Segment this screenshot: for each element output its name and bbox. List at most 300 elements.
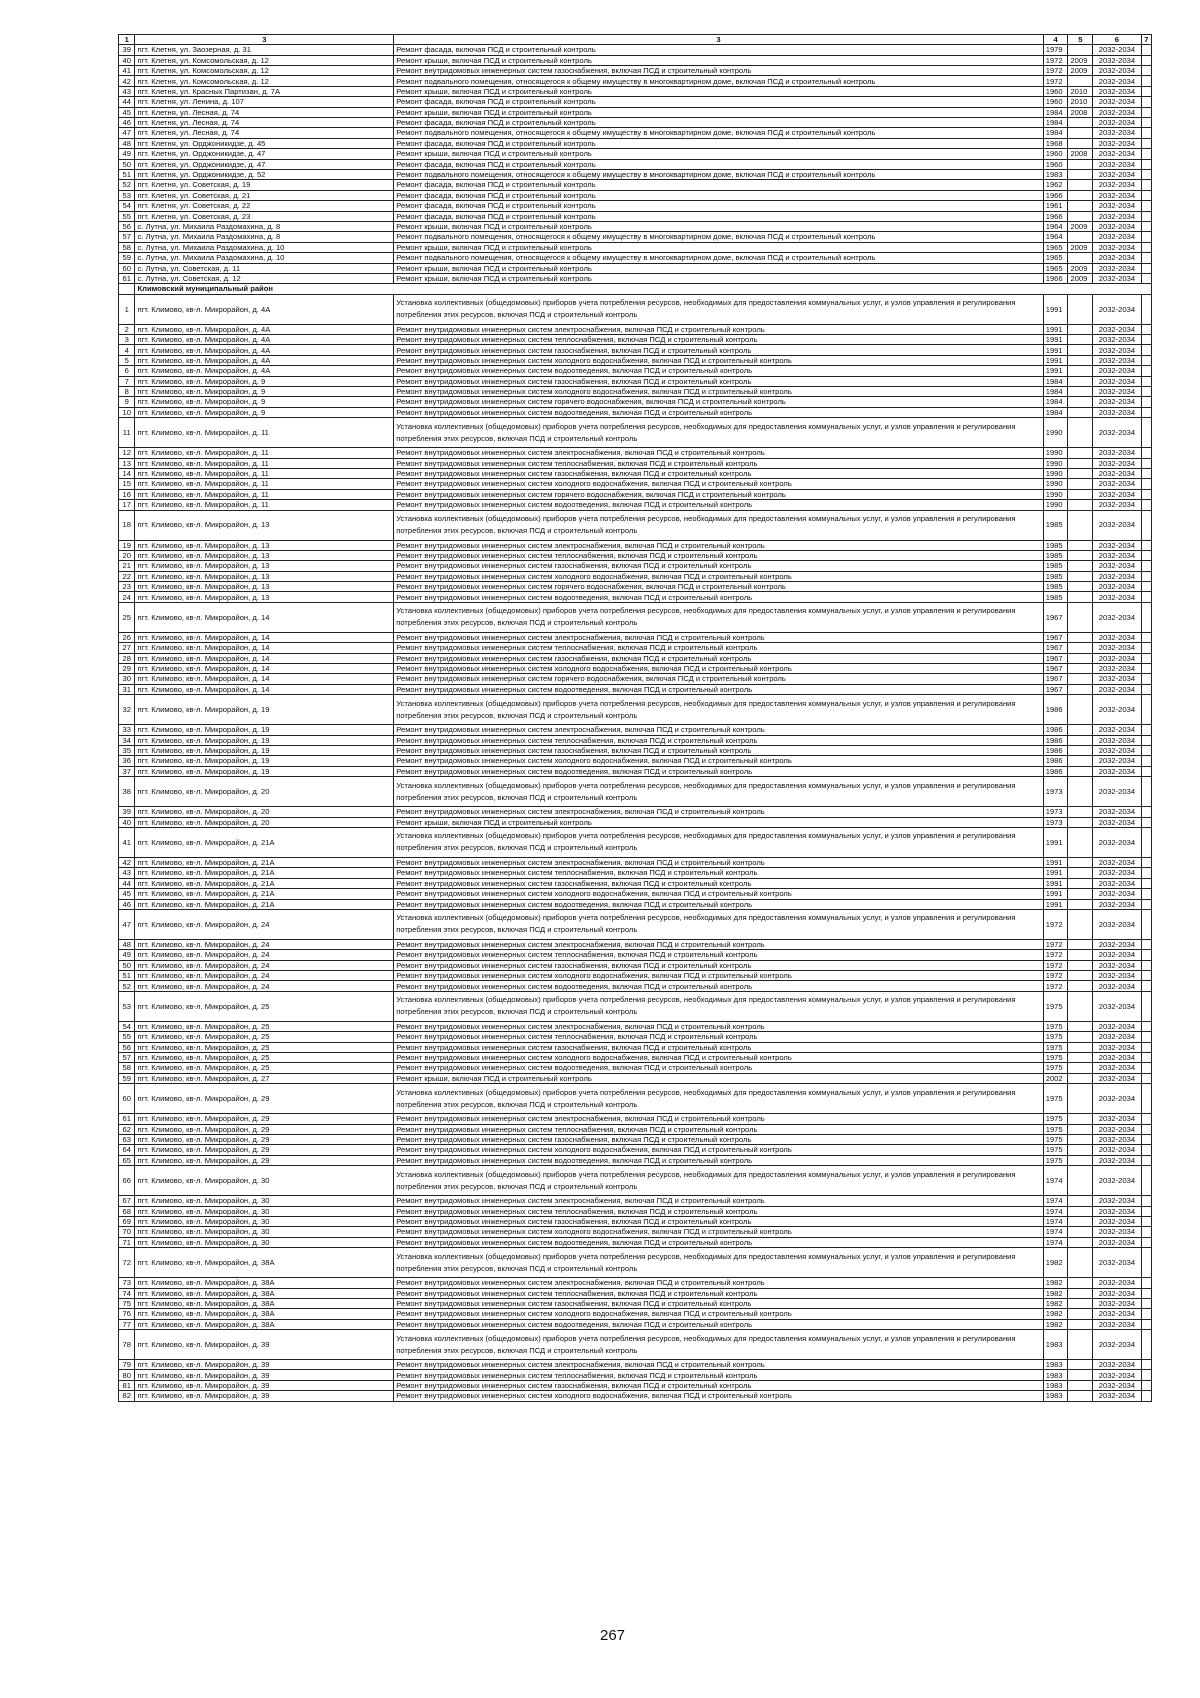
address-cell: пгт. Климово, кв-л. Микрорайон, д. 14 bbox=[135, 674, 394, 684]
address-cell: пгт. Климово, кв-л. Микрорайон, д. 38А bbox=[135, 1248, 394, 1278]
work-type-cell: Ремонт внутридомовых инженерных систем водоотведения, включая ПСД и строительный контроль bbox=[394, 500, 1043, 510]
work-type-cell: Ремонт внутридомовых инженерных систем электроснабжения, включая ПСД и строительный контроль bbox=[394, 725, 1043, 735]
table-row bbox=[119, 273, 1152, 283]
year-built-cell: 1991 bbox=[1043, 345, 1068, 355]
address-cell: пгт. Климово, кв-л. Микрорайон, д. 30 bbox=[135, 1206, 394, 1216]
year-repaired-cell bbox=[1068, 1278, 1093, 1288]
year-repaired-cell bbox=[1068, 817, 1093, 827]
address-cell: пгт. Клетня, ул. Орджоникидзе, д. 47 bbox=[135, 149, 394, 159]
row-number-cell: 38 bbox=[119, 777, 135, 807]
planned-period-cell: 2032-2034 bbox=[1093, 857, 1141, 867]
work-type-cell: Ремонт внутридомовых инженерных систем водоотведения, включая ПСД и строительный контроль bbox=[394, 1155, 1043, 1165]
planned-period-cell: 2032-2034 bbox=[1093, 766, 1141, 776]
table-row bbox=[119, 777, 1152, 807]
extra-cell bbox=[1141, 1145, 1151, 1155]
extra-cell bbox=[1141, 725, 1151, 735]
year-built-cell: 1986 bbox=[1043, 735, 1068, 745]
address-cell: пгт. Климово, кв-л. Микрорайон, д. 30 bbox=[135, 1166, 394, 1196]
year-repaired-cell: 2009 bbox=[1068, 242, 1093, 252]
row-number-cell: 19 bbox=[119, 540, 135, 550]
address-cell: пгт. Климово, кв-л. Микрорайон, д. 19 bbox=[135, 725, 394, 735]
work-type-cell: Ремонт внутридомовых инженерных систем теплоснабжения, включая ПСД и строительный контроль bbox=[394, 335, 1043, 345]
year-built-cell: 1982 bbox=[1043, 1288, 1068, 1298]
extra-cell bbox=[1141, 355, 1151, 365]
year-built-cell: 1990 bbox=[1043, 489, 1068, 499]
planned-period-cell: 2032-2034 bbox=[1093, 128, 1141, 138]
address-cell: пгт. Клетня, ул. Лесная, д. 74 bbox=[135, 107, 394, 117]
table-row bbox=[119, 582, 1152, 592]
extra-cell bbox=[1141, 149, 1151, 159]
planned-period-cell: 2032-2034 bbox=[1093, 643, 1141, 653]
work-type-cell: Ремонт фасада, включая ПСД и строительный контроль bbox=[394, 118, 1043, 128]
row-number-cell: 53 bbox=[119, 190, 135, 200]
row-number-cell: 3 bbox=[119, 335, 135, 345]
planned-period-cell: 2032-2034 bbox=[1093, 253, 1141, 263]
year-repaired-cell bbox=[1068, 128, 1093, 138]
address-cell: пгт. Клетня, ул. Орджоникидзе, д. 47 bbox=[135, 159, 394, 169]
year-repaired-cell bbox=[1068, 253, 1093, 263]
table-row bbox=[119, 1124, 1152, 1134]
planned-period-cell: 2032-2034 bbox=[1093, 159, 1141, 169]
table-row bbox=[119, 1134, 1152, 1144]
year-repaired-cell bbox=[1068, 1391, 1093, 1401]
work-type-cell: Ремонт внутридомовых инженерных систем газоснабжения, включая ПСД и строительный контроль bbox=[394, 653, 1043, 663]
planned-period-cell: 2032-2034 bbox=[1093, 632, 1141, 642]
planned-period-cell: 2032-2034 bbox=[1093, 107, 1141, 117]
table-row bbox=[119, 1237, 1152, 1247]
extra-cell bbox=[1141, 324, 1151, 334]
year-repaired-cell bbox=[1068, 418, 1093, 448]
year-built-cell: 1975 bbox=[1043, 991, 1068, 1021]
section-spacer bbox=[119, 284, 135, 294]
row-number-cell: 13 bbox=[119, 458, 135, 468]
address-cell: с. Лутна, ул. Советская, д. 11 bbox=[135, 263, 394, 273]
address-cell: пгт. Клетня, ул. Комсомольская, д. 12 bbox=[135, 55, 394, 65]
address-cell: пгт. Климово, кв-л. Микрорайон, д. 21А bbox=[135, 899, 394, 909]
year-built-cell: 1975 bbox=[1043, 1134, 1068, 1144]
address-cell: пгт. Климово, кв-л. Микрорайон, д. 39 bbox=[135, 1360, 394, 1370]
row-number-cell: 68 bbox=[119, 1206, 135, 1216]
year-repaired-cell bbox=[1068, 294, 1093, 324]
row-number-cell: 41 bbox=[119, 827, 135, 857]
year-repaired-cell bbox=[1068, 1155, 1093, 1165]
work-type-cell: Ремонт подвального помещения, относящегося к общему имуществу в многоквартирном доме, включая ПСД и строительный контроль bbox=[394, 253, 1043, 263]
year-repaired-cell bbox=[1068, 1084, 1093, 1114]
table-row bbox=[119, 807, 1152, 817]
year-built-cell: 1975 bbox=[1043, 1124, 1068, 1134]
table-row bbox=[119, 366, 1152, 376]
year-built-cell: 1975 bbox=[1043, 1032, 1068, 1042]
extra-cell bbox=[1141, 366, 1151, 376]
address-cell: с. Лутна, ул. Михаила Раздомахина, д. 8 bbox=[135, 232, 394, 242]
address-cell: пгт. Климово, кв-л. Микрорайон, д. 29 bbox=[135, 1134, 394, 1144]
row-number-cell: 26 bbox=[119, 632, 135, 642]
row-number-cell: 15 bbox=[119, 479, 135, 489]
extra-cell bbox=[1141, 602, 1151, 632]
address-cell: пгт. Климово, кв-л. Микрорайон, д. 14 bbox=[135, 684, 394, 694]
work-type-cell: Ремонт внутридомовых инженерных систем теплоснабжения, включая ПСД и строительный контроль bbox=[394, 868, 1043, 878]
address-cell: пгт. Климово, кв-л. Микрорайон, д. 19 bbox=[135, 766, 394, 776]
planned-period-cell: 2032-2034 bbox=[1093, 1216, 1141, 1226]
work-type-cell: Ремонт внутридомовых инженерных систем электроснабжения, включая ПСД и строительный контроль bbox=[394, 939, 1043, 949]
row-number-cell: 22 bbox=[119, 571, 135, 581]
year-repaired-cell bbox=[1068, 1145, 1093, 1155]
row-number-cell: 82 bbox=[119, 1391, 135, 1401]
work-type-cell: Ремонт внутридомовых инженерных систем электроснабжения, включая ПСД и строительный контроль bbox=[394, 1278, 1043, 1288]
year-built-cell: 1983 bbox=[1043, 1360, 1068, 1370]
work-type-cell: Ремонт подвального помещения, относящегося к общему имуществу в многоквартирном доме, включая ПСД и строительный контроль bbox=[394, 169, 1043, 179]
table-row bbox=[119, 592, 1152, 602]
table-row bbox=[119, 335, 1152, 345]
planned-period-cell: 2032-2034 bbox=[1093, 1063, 1141, 1073]
address-cell: пгт. Климово, кв-л. Микрорайон, д. 4А bbox=[135, 294, 394, 324]
extra-cell bbox=[1141, 253, 1151, 263]
row-number-cell: 60 bbox=[119, 1084, 135, 1114]
table-row bbox=[119, 232, 1152, 242]
extra-cell bbox=[1141, 643, 1151, 653]
year-repaired-cell bbox=[1068, 387, 1093, 397]
row-number-cell: 56 bbox=[119, 1042, 135, 1052]
planned-period-cell: 2032-2034 bbox=[1093, 1330, 1141, 1360]
row-number-cell: 76 bbox=[119, 1309, 135, 1319]
work-type-cell: Ремонт внутридомовых инженерных систем теплоснабжения, включая ПСД и строительный контроль bbox=[394, 1032, 1043, 1042]
row-number-cell: 28 bbox=[119, 653, 135, 663]
table-row bbox=[119, 756, 1152, 766]
year-repaired-cell bbox=[1068, 592, 1093, 602]
table-row bbox=[119, 868, 1152, 878]
row-number-cell: 74 bbox=[119, 1288, 135, 1298]
table-row bbox=[119, 253, 1152, 263]
year-built-cell: 2002 bbox=[1043, 1073, 1068, 1083]
year-repaired-cell: 2010 bbox=[1068, 86, 1093, 96]
planned-period-cell: 2032-2034 bbox=[1093, 592, 1141, 602]
table-row bbox=[119, 221, 1152, 231]
planned-period-cell: 2032-2034 bbox=[1093, 221, 1141, 231]
year-repaired-cell bbox=[1068, 211, 1093, 221]
row-number-cell: 30 bbox=[119, 674, 135, 684]
row-number-cell: 27 bbox=[119, 643, 135, 653]
table-row bbox=[119, 76, 1152, 86]
table-row bbox=[119, 86, 1152, 96]
planned-period-cell: 2032-2034 bbox=[1093, 899, 1141, 909]
row-number-cell: 42 bbox=[119, 76, 135, 86]
extra-cell bbox=[1141, 201, 1151, 211]
extra-cell bbox=[1141, 118, 1151, 128]
year-built-cell: 1984 bbox=[1043, 407, 1068, 417]
work-type-cell: Ремонт внутридомовых инженерных систем электроснабжения, включая ПСД и строительный контроль bbox=[394, 1196, 1043, 1206]
year-built-cell: 1983 bbox=[1043, 1330, 1068, 1360]
work-type-cell: Ремонт внутридомовых инженерных систем теплоснабжения, включая ПСД и строительный контроль bbox=[394, 643, 1043, 653]
year-built-cell: 1984 bbox=[1043, 387, 1068, 397]
address-cell: пгт. Клетня, ул. Лесная, д. 74 bbox=[135, 128, 394, 138]
planned-period-cell: 2032-2034 bbox=[1093, 366, 1141, 376]
row-number-cell: 45 bbox=[119, 889, 135, 899]
year-built-cell: 1986 bbox=[1043, 766, 1068, 776]
year-built-cell: 1967 bbox=[1043, 602, 1068, 632]
year-repaired-cell bbox=[1068, 735, 1093, 745]
address-cell: пгт. Климово, кв-л. Микрорайон, д. 20 bbox=[135, 807, 394, 817]
address-cell: пгт. Климово, кв-л. Микрорайон, д. 39 bbox=[135, 1330, 394, 1360]
row-number-cell: 17 bbox=[119, 500, 135, 510]
year-repaired-cell bbox=[1068, 479, 1093, 489]
year-repaired-cell bbox=[1068, 448, 1093, 458]
year-built-cell: 1967 bbox=[1043, 632, 1068, 642]
row-number-cell: 61 bbox=[119, 1114, 135, 1124]
year-built-cell: 1975 bbox=[1043, 1063, 1068, 1073]
work-type-cell: Ремонт внутридомовых инженерных систем теплоснабжения, включая ПСД и строительный контроль bbox=[394, 1288, 1043, 1298]
year-repaired-cell bbox=[1068, 960, 1093, 970]
address-cell: пгт. Климово, кв-л. Микрорайон, д. 11 bbox=[135, 479, 394, 489]
row-number-cell: 59 bbox=[119, 253, 135, 263]
table-row bbox=[119, 571, 1152, 581]
address-cell: пгт. Климово, кв-л. Микрорайон, д. 13 bbox=[135, 550, 394, 560]
table-row bbox=[119, 857, 1152, 867]
table-row bbox=[119, 355, 1152, 365]
work-type-cell: Ремонт фасада, включая ПСД и строительный контроль bbox=[394, 211, 1043, 221]
year-built-cell: 1985 bbox=[1043, 561, 1068, 571]
extra-cell bbox=[1141, 128, 1151, 138]
year-built-cell: 1967 bbox=[1043, 674, 1068, 684]
year-built-cell: 1974 bbox=[1043, 1216, 1068, 1226]
extra-cell bbox=[1141, 777, 1151, 807]
year-repaired-cell bbox=[1068, 345, 1093, 355]
planned-period-cell: 2032-2034 bbox=[1093, 674, 1141, 684]
planned-period-cell: 2032-2034 bbox=[1093, 1021, 1141, 1031]
work-type-cell: Ремонт внутридомовых инженерных систем холодного водоснабжения, включая ПСД и строительный контроль bbox=[394, 1309, 1043, 1319]
planned-period-cell: 2032-2034 bbox=[1093, 1237, 1141, 1247]
year-repaired-cell bbox=[1068, 1206, 1093, 1216]
header-cell: 6 bbox=[1093, 35, 1141, 45]
table-row bbox=[119, 817, 1152, 827]
address-cell: пгт. Клетня, ул. Советская, д. 21 bbox=[135, 190, 394, 200]
year-repaired-cell bbox=[1068, 355, 1093, 365]
table-row bbox=[119, 664, 1152, 674]
address-cell: пгт. Климово, кв-л. Микрорайон, д. 11 bbox=[135, 468, 394, 478]
planned-period-cell: 2032-2034 bbox=[1093, 561, 1141, 571]
extra-cell bbox=[1141, 550, 1151, 560]
address-cell: пгт. Климово, кв-л. Микрорайон, д. 19 bbox=[135, 695, 394, 725]
extra-cell bbox=[1141, 263, 1151, 273]
address-cell: пгт. Климово, кв-л. Микрорайон, д. 13 bbox=[135, 571, 394, 581]
extra-cell bbox=[1141, 1042, 1151, 1052]
extra-cell bbox=[1141, 746, 1151, 756]
year-repaired-cell bbox=[1068, 950, 1093, 960]
extra-cell bbox=[1141, 1124, 1151, 1134]
section-title: Климовский муниципальный район bbox=[135, 284, 1152, 294]
table-row bbox=[119, 1206, 1152, 1216]
address-cell: пгт. Климово, кв-л. Микрорайон, д. 13 bbox=[135, 540, 394, 550]
year-repaired-cell bbox=[1068, 602, 1093, 632]
row-number-cell: 33 bbox=[119, 725, 135, 735]
row-number-cell: 54 bbox=[119, 201, 135, 211]
work-type-cell: Установка коллективных (общедомовых) приборов учета потребления ресурсов, необходимых для предоставления коммунальных услуг, и узлов управления и регулирования потребления этих ресурсов, включая ПСД и строительный контроль bbox=[394, 418, 1043, 448]
work-type-cell: Ремонт внутридомовых инженерных систем водоотведения, включая ПСД и строительный контроль bbox=[394, 899, 1043, 909]
extra-cell bbox=[1141, 868, 1151, 878]
year-built-cell: 1991 bbox=[1043, 324, 1068, 334]
address-cell: пгт. Климово, кв-л. Микрорайон, д. 27 bbox=[135, 1073, 394, 1083]
work-type-cell: Ремонт внутридомовых инженерных систем теплоснабжения, включая ПСД и строительный контроль bbox=[394, 1124, 1043, 1134]
planned-period-cell: 2032-2034 bbox=[1093, 489, 1141, 499]
row-number-cell: 18 bbox=[119, 510, 135, 540]
year-built-cell: 1990 bbox=[1043, 448, 1068, 458]
table-row bbox=[119, 766, 1152, 776]
year-repaired-cell bbox=[1068, 550, 1093, 560]
year-repaired-cell bbox=[1068, 777, 1093, 807]
extra-cell bbox=[1141, 582, 1151, 592]
work-type-cell: Ремонт фасада, включая ПСД и строительный контроль bbox=[394, 45, 1043, 55]
year-repaired-cell bbox=[1068, 1021, 1093, 1031]
row-number-cell: 23 bbox=[119, 582, 135, 592]
extra-cell bbox=[1141, 138, 1151, 148]
year-repaired-cell bbox=[1068, 643, 1093, 653]
extra-cell bbox=[1141, 1032, 1151, 1042]
planned-period-cell: 2032-2034 bbox=[1093, 540, 1141, 550]
table-row bbox=[119, 909, 1152, 939]
planned-period-cell: 2032-2034 bbox=[1093, 397, 1141, 407]
address-cell: пгт. Клетня, ул. Заозерная, д. 31 bbox=[135, 45, 394, 55]
row-number-cell: 71 bbox=[119, 1237, 135, 1247]
extra-cell bbox=[1141, 632, 1151, 642]
extra-cell bbox=[1141, 827, 1151, 857]
table-row bbox=[119, 1145, 1152, 1155]
extra-cell bbox=[1141, 571, 1151, 581]
table-row bbox=[119, 1021, 1152, 1031]
year-built-cell: 1972 bbox=[1043, 950, 1068, 960]
row-number-cell: 66 bbox=[119, 1166, 135, 1196]
year-built-cell: 1972 bbox=[1043, 981, 1068, 991]
row-number-cell: 50 bbox=[119, 159, 135, 169]
year-built-cell: 1967 bbox=[1043, 653, 1068, 663]
work-type-cell: Ремонт внутридомовых инженерных систем холодного водоснабжения, включая ПСД и строительный контроль bbox=[394, 889, 1043, 899]
year-repaired-cell bbox=[1068, 807, 1093, 817]
work-type-cell: Ремонт внутридомовых инженерных систем водоотведения, включая ПСД и строительный контроль bbox=[394, 592, 1043, 602]
planned-period-cell: 2032-2034 bbox=[1093, 653, 1141, 663]
extra-cell bbox=[1141, 1196, 1151, 1206]
work-type-cell: Ремонт внутридомовых инженерных систем холодного водоснабжения, включая ПСД и строительный контроль bbox=[394, 355, 1043, 365]
year-built-cell: 1986 bbox=[1043, 725, 1068, 735]
planned-period-cell: 2032-2034 bbox=[1093, 1391, 1141, 1401]
year-repaired-cell bbox=[1068, 1032, 1093, 1042]
planned-period-cell: 2032-2034 bbox=[1093, 1278, 1141, 1288]
row-number-cell: 58 bbox=[119, 1063, 135, 1073]
table-row bbox=[119, 1032, 1152, 1042]
row-number-cell: 58 bbox=[119, 242, 135, 252]
year-built-cell: 1983 bbox=[1043, 169, 1068, 179]
planned-period-cell: 2032-2034 bbox=[1093, 960, 1141, 970]
work-type-cell: Ремонт внутридомовых инженерных систем водоотведения, включая ПСД и строительный контроль bbox=[394, 366, 1043, 376]
address-cell: пгт. Клетня, ул. Советская, д. 23 bbox=[135, 211, 394, 221]
table-row bbox=[119, 211, 1152, 221]
year-built-cell: 1966 bbox=[1043, 190, 1068, 200]
extra-cell bbox=[1141, 1237, 1151, 1247]
year-repaired-cell bbox=[1068, 695, 1093, 725]
address-cell: пгт. Климово, кв-л. Микрорайон, д. 30 bbox=[135, 1227, 394, 1237]
row-number-cell: 42 bbox=[119, 857, 135, 867]
extra-cell bbox=[1141, 45, 1151, 55]
work-type-cell: Ремонт внутридомовых инженерных систем водоотведения, включая ПСД и строительный контроль bbox=[394, 684, 1043, 694]
table-row bbox=[119, 97, 1152, 107]
extra-cell bbox=[1141, 1053, 1151, 1063]
year-repaired-cell bbox=[1068, 335, 1093, 345]
work-type-cell: Ремонт внутридомовых инженерных систем водоотведения, включая ПСД и строительный контроль bbox=[394, 981, 1043, 991]
table-row bbox=[119, 66, 1152, 76]
planned-period-cell: 2032-2034 bbox=[1093, 746, 1141, 756]
table-row bbox=[119, 1063, 1152, 1073]
year-repaired-cell bbox=[1068, 582, 1093, 592]
year-built-cell: 1984 bbox=[1043, 118, 1068, 128]
extra-cell bbox=[1141, 418, 1151, 448]
planned-period-cell: 2032-2034 bbox=[1093, 138, 1141, 148]
year-built-cell: 1972 bbox=[1043, 971, 1068, 981]
year-built-cell: 1975 bbox=[1043, 1155, 1068, 1165]
address-cell: пгт. Климово, кв-л. Микрорайон, д. 20 bbox=[135, 817, 394, 827]
table-row bbox=[119, 242, 1152, 252]
planned-period-cell: 2032-2034 bbox=[1093, 190, 1141, 200]
extra-cell bbox=[1141, 674, 1151, 684]
work-type-cell: Ремонт внутридомовых инженерных систем газоснабжения, включая ПСД и строительный контроль bbox=[394, 561, 1043, 571]
planned-period-cell: 2032-2034 bbox=[1093, 1053, 1141, 1063]
table-row bbox=[119, 960, 1152, 970]
row-number-cell: 37 bbox=[119, 766, 135, 776]
address-cell: пгт. Климово, кв-л. Микрорайон, д. 24 bbox=[135, 909, 394, 939]
year-repaired-cell bbox=[1068, 857, 1093, 867]
planned-period-cell: 2032-2034 bbox=[1093, 664, 1141, 674]
work-type-cell: Ремонт внутридомовых инженерных систем газоснабжения, включая ПСД и строительный контроль bbox=[394, 1298, 1043, 1308]
work-type-cell: Ремонт внутридомовых инженерных систем горячего водоснабжения, включая ПСД и строительный контроль bbox=[394, 397, 1043, 407]
planned-period-cell: 2032-2034 bbox=[1093, 1370, 1141, 1380]
row-number-cell: 61 bbox=[119, 273, 135, 283]
row-number-cell: 59 bbox=[119, 1073, 135, 1083]
row-number-cell: 10 bbox=[119, 407, 135, 417]
table-row bbox=[119, 1391, 1152, 1401]
planned-period-cell: 2032-2034 bbox=[1093, 1114, 1141, 1124]
extra-cell bbox=[1141, 1370, 1151, 1380]
table-row bbox=[119, 1042, 1152, 1052]
work-type-cell: Ремонт внутридомовых инженерных систем водоотведения, включая ПСД и строительный контроль bbox=[394, 407, 1043, 417]
work-type-cell: Ремонт внутридомовых инженерных систем холодного водоснабжения, включая ПСД и строительный контроль bbox=[394, 664, 1043, 674]
extra-cell bbox=[1141, 107, 1151, 117]
table-row bbox=[119, 939, 1152, 949]
row-number-cell: 78 bbox=[119, 1330, 135, 1360]
table-row bbox=[119, 643, 1152, 653]
extra-cell bbox=[1141, 180, 1151, 190]
header-cell: 3 bbox=[394, 35, 1043, 45]
extra-cell bbox=[1141, 397, 1151, 407]
row-number-cell: 73 bbox=[119, 1278, 135, 1288]
address-cell: пгт. Климово, кв-л. Микрорайон, д. 24 bbox=[135, 960, 394, 970]
year-built-cell: 1975 bbox=[1043, 1042, 1068, 1052]
year-repaired-cell bbox=[1068, 1042, 1093, 1052]
row-number-cell: 46 bbox=[119, 899, 135, 909]
work-type-cell: Ремонт фасада, включая ПСД и строительный контроль bbox=[394, 97, 1043, 107]
address-cell: пгт. Климово, кв-л. Микрорайон, д. 25 bbox=[135, 1063, 394, 1073]
address-cell: пгт. Климово, кв-л. Микрорайон, д. 25 bbox=[135, 1032, 394, 1042]
year-repaired-cell: 2009 bbox=[1068, 263, 1093, 273]
work-type-cell: Установка коллективных (общедомовых) приборов учета потребления ресурсов, необходимых для предоставления коммунальных услуг, и узлов управления и регулирования потребления этих ресурсов, включая ПСД и строительный контроль bbox=[394, 991, 1043, 1021]
work-type-cell: Ремонт фасада, включая ПСД и строительный контроль bbox=[394, 138, 1043, 148]
address-cell: пгт. Климово, кв-л. Микрорайон, д. 9 bbox=[135, 387, 394, 397]
row-number-cell: 49 bbox=[119, 950, 135, 960]
table-row bbox=[119, 1278, 1152, 1288]
row-number-cell: 21 bbox=[119, 561, 135, 571]
address-cell: с. Лутна, ул. Михаила Раздомахина, д. 10 bbox=[135, 242, 394, 252]
planned-period-cell: 2032-2034 bbox=[1093, 909, 1141, 939]
extra-cell bbox=[1141, 211, 1151, 221]
year-built-cell: 1982 bbox=[1043, 1319, 1068, 1329]
extra-cell bbox=[1141, 1330, 1151, 1360]
extra-cell bbox=[1141, 1380, 1151, 1390]
planned-period-cell: 2032-2034 bbox=[1093, 991, 1141, 1021]
